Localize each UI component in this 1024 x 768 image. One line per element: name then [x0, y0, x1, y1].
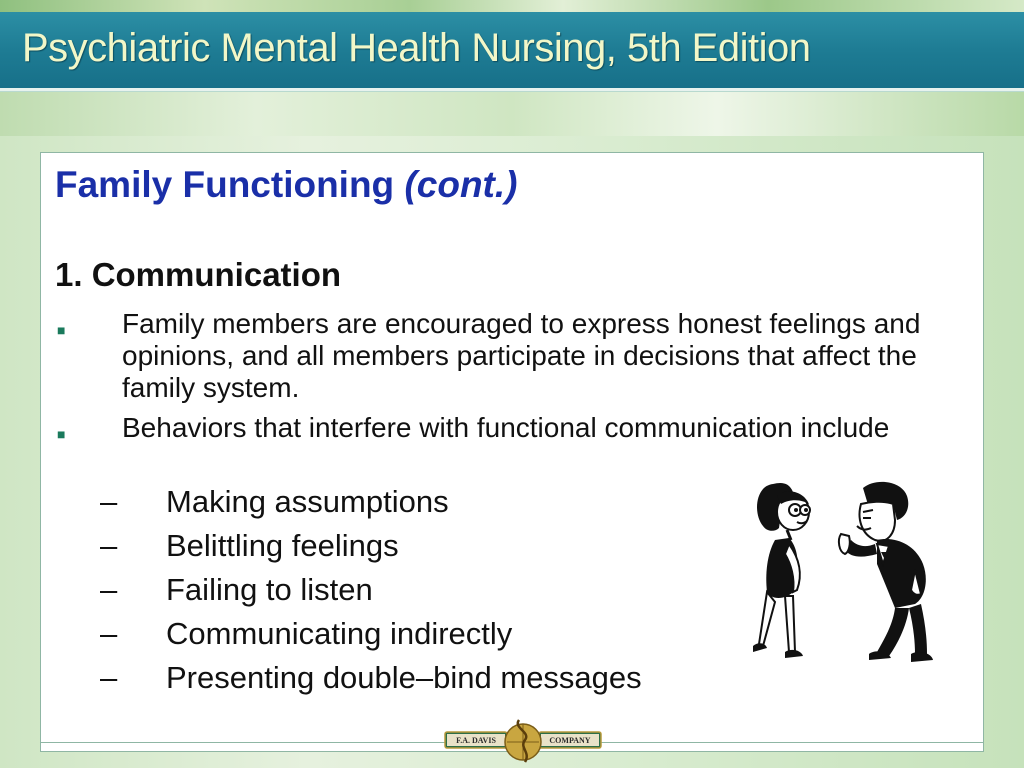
- logo-left-text: F.A. DAVIS: [456, 736, 496, 745]
- logo-right-text: COMPANY: [549, 736, 591, 745]
- sub-item: [100, 484, 449, 520]
- dash-mark: –: [100, 484, 118, 519]
- sub-item-text: Presenting double–bind messages: [166, 660, 642, 695]
- slide-heading-suffix: (cont.): [404, 164, 518, 205]
- decorative-band: [0, 92, 1024, 136]
- dash-mark: –: [100, 528, 118, 563]
- sub-item-text: Failing to listen: [166, 572, 373, 607]
- bullet-text: Family members are encouraged to express honest feelings and opinions, and all members participate in decisions that affect the family system.: [122, 308, 921, 403]
- section-title: 1. Communication: [55, 256, 342, 293]
- bullet-text: Behaviors that interfere with functional communication include: [122, 412, 890, 443]
- sub-item: [100, 528, 399, 564]
- fa-davis-logo: [443, 716, 603, 768]
- bullet-item: [55, 412, 955, 444]
- bullet-item: [55, 308, 955, 404]
- man-figure: [839, 482, 933, 662]
- sub-item-text: Belittling feelings: [166, 528, 399, 563]
- sub-item: [100, 616, 512, 652]
- woman-figure: [753, 483, 810, 658]
- presentation-title: Psychiatric Mental Health Nursing, 5th Edition: [22, 26, 811, 70]
- slide-heading-main: Family Functioning: [55, 164, 395, 205]
- sub-item-text: Making assumptions: [166, 484, 449, 519]
- dash-mark: –: [100, 572, 118, 607]
- slide-heading: [55, 164, 517, 206]
- dash-mark: –: [100, 660, 118, 695]
- title-bar: [0, 12, 1024, 91]
- arguing-couple-clipart: [745, 474, 945, 684]
- sub-item: [100, 660, 642, 696]
- dash-mark: –: [100, 616, 118, 651]
- bullet-mark: ■: [57, 426, 66, 442]
- bullet-mark: ■: [57, 322, 66, 338]
- sub-item: [100, 572, 373, 608]
- sub-item-text: Communicating indirectly: [166, 616, 513, 651]
